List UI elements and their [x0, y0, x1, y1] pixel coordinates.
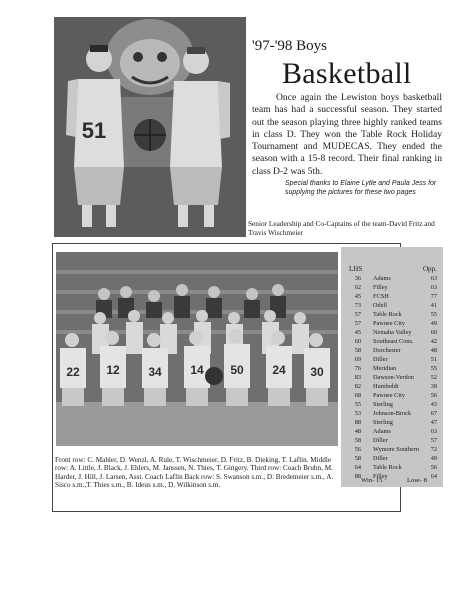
opponent-name: Filley [373, 473, 388, 480]
opponent-name: Table Rock [373, 464, 402, 471]
opponent-name: FCSH [373, 293, 389, 300]
score-row [341, 364, 443, 373]
jersey-number: 12 [106, 363, 120, 377]
team-photo [56, 252, 338, 446]
lhs-score: 68 [354, 392, 361, 399]
opponent-name: Sterling [373, 419, 393, 426]
opponent-name: Nemaha Valley [373, 329, 412, 336]
opponent-score: 39 [430, 383, 437, 390]
opponent-name: Meridian [373, 365, 397, 372]
season-label: '97-'98 Boys [252, 38, 327, 54]
opponent-score: 57 [430, 437, 437, 444]
score-row [341, 409, 443, 418]
score-row [341, 328, 443, 337]
lhs-score: 64 [354, 464, 361, 471]
score-row [341, 472, 443, 481]
score-row [341, 445, 443, 454]
opponent-score: 63 [430, 284, 437, 291]
opponent-score: 64 [430, 473, 437, 480]
opponent-name: Wymore Southern [373, 446, 419, 453]
opponent-score: 42 [430, 338, 437, 345]
jersey-number: 51 [81, 118, 107, 143]
lhs-score: 56 [354, 446, 361, 453]
jersey-number: 50 [230, 363, 244, 377]
opponent-score: 43 [430, 401, 437, 408]
lhs-score: 88 [354, 419, 361, 426]
lhs-score: 62 [354, 284, 361, 291]
score-row [341, 346, 443, 355]
score-row [341, 292, 443, 301]
opponent-name: Diller [373, 455, 388, 462]
lhs-score: 45 [354, 329, 361, 336]
score-row [341, 283, 443, 292]
lhs-score: 55 [354, 401, 361, 408]
score-row [341, 301, 443, 310]
page-title: Basketball [282, 57, 412, 90]
lhs-score: 76 [354, 365, 361, 372]
lhs-score: 57 [354, 320, 361, 327]
lhs-score: 60 [354, 338, 361, 345]
opponent-score: 56 [430, 392, 437, 399]
loss-count: Lose- 8 [407, 477, 427, 484]
score-row [341, 391, 443, 400]
jersey-number: 22 [66, 365, 80, 379]
opponent-score: 49 [430, 455, 437, 462]
opponent-name: Diller [373, 437, 388, 444]
opp-column-header: Opp. [423, 265, 437, 273]
lhs-score: 73 [354, 302, 361, 309]
opponent-score: 60 [430, 329, 437, 336]
jersey-number: 34 [148, 365, 162, 379]
opponent-score: 56 [430, 464, 437, 471]
score-row [341, 427, 443, 436]
lhs-score: 53 [354, 410, 361, 417]
opponent-score: 49 [430, 320, 437, 327]
win-count: Win- 15 [361, 477, 383, 484]
lhs-score: 58 [354, 347, 361, 354]
lhs-column-header: LHS [349, 265, 363, 273]
lhs-score: 57 [354, 311, 361, 318]
opponent-score: 63 [430, 275, 437, 282]
jersey-number: 14 [190, 363, 204, 377]
opponent-score: 55 [430, 311, 437, 318]
jersey-number: 30 [310, 365, 324, 379]
lhs-score: 36 [354, 275, 361, 282]
scoreboard [341, 247, 443, 487]
opponent-name: Humboldt [373, 383, 399, 390]
opponent-name: Dorchester [373, 347, 401, 354]
lhs-score: 58 [354, 455, 361, 462]
opponent-score: 51 [430, 356, 437, 363]
opponent-score: 52 [430, 374, 437, 381]
lhs-score: 83 [354, 374, 361, 381]
opponent-name: Pawnee City [373, 392, 406, 399]
score-row [341, 337, 443, 346]
captains-photo [54, 17, 246, 237]
opponent-name: Dawson-Verdon [373, 374, 414, 381]
score-row [341, 274, 443, 283]
score-row [341, 418, 443, 427]
jersey-number: 24 [272, 363, 286, 377]
score-row [341, 319, 443, 328]
score-row [341, 373, 443, 382]
opponent-score: 48 [430, 347, 437, 354]
opponent-score: 77 [430, 293, 437, 300]
lhs-score: 58 [354, 437, 361, 444]
opponent-name: Adams [373, 428, 391, 435]
lhs-score: 69 [354, 356, 361, 363]
opponent-name: Sterling [373, 401, 393, 408]
opponent-name: Johnson-Brock [373, 410, 412, 417]
score-row [341, 400, 443, 409]
lhs-score: 88 [354, 473, 361, 480]
score-row [341, 463, 443, 472]
captains-caption: Senior Leadership and Co-Captains of the team-David Fritz and Travis Wischmeier [248, 219, 435, 237]
score-row [341, 436, 443, 445]
lhs-score: 45 [354, 293, 361, 300]
opponent-name: Diller [373, 356, 388, 363]
team-caption: Front row: C. Mahler, D. Wenzl, A. Rule, T. Wischmeier, D. Fritz, B. Dieking, T. Laflin. Middle row: A. Little, J. Black, J. Ehlers, M. Janssen, N. Thies, T. Gingery. Third row: Coach Bruhn, M. Harder, J. Hill, J. Larsen, Asst. Coach Laflin Back row: S. Swanson s.m., D. Bredemeier s.m., A. Sisco s.m.,T. Thies s.m., B. Ideus s.m., D. Wilkinson s.m. [55, 456, 334, 490]
score-row [341, 355, 443, 364]
opponent-name: Pawnee City [373, 320, 406, 327]
opponent-score: 67 [430, 410, 437, 417]
opponent-score: 41 [430, 302, 437, 309]
score-row [341, 454, 443, 463]
opponent-name: Adams [373, 275, 391, 282]
opponent-score: 72 [430, 446, 437, 453]
opponent-score: 47 [430, 419, 437, 426]
opponent-name: Filley [373, 284, 388, 291]
opponent-name: Odell [373, 302, 387, 309]
score-row [341, 310, 443, 319]
opponent-name: Table Rock [373, 311, 402, 318]
opponent-score: 55 [430, 365, 437, 372]
lhs-score: 82 [354, 383, 361, 390]
score-row [341, 382, 443, 391]
photo-credit: Special thanks to Elaine Lytle and Paula Jess for supplying the pictures for these two pages [285, 180, 437, 196]
opponent-name: Southeast Cons. [373, 338, 414, 345]
lhs-score: 48 [354, 428, 361, 435]
opponent-score: 63 [430, 428, 437, 435]
story-paragraph: Once again the Lewiston boys basketball team has had a successful season. They started out the season playing three highly ranked teams in class D. They won the Table Rock Holiday Tournament and MUDECAS. They ended the season with a 15-8 record. Their final ranking in class D-2 was 5th. [252, 92, 442, 177]
